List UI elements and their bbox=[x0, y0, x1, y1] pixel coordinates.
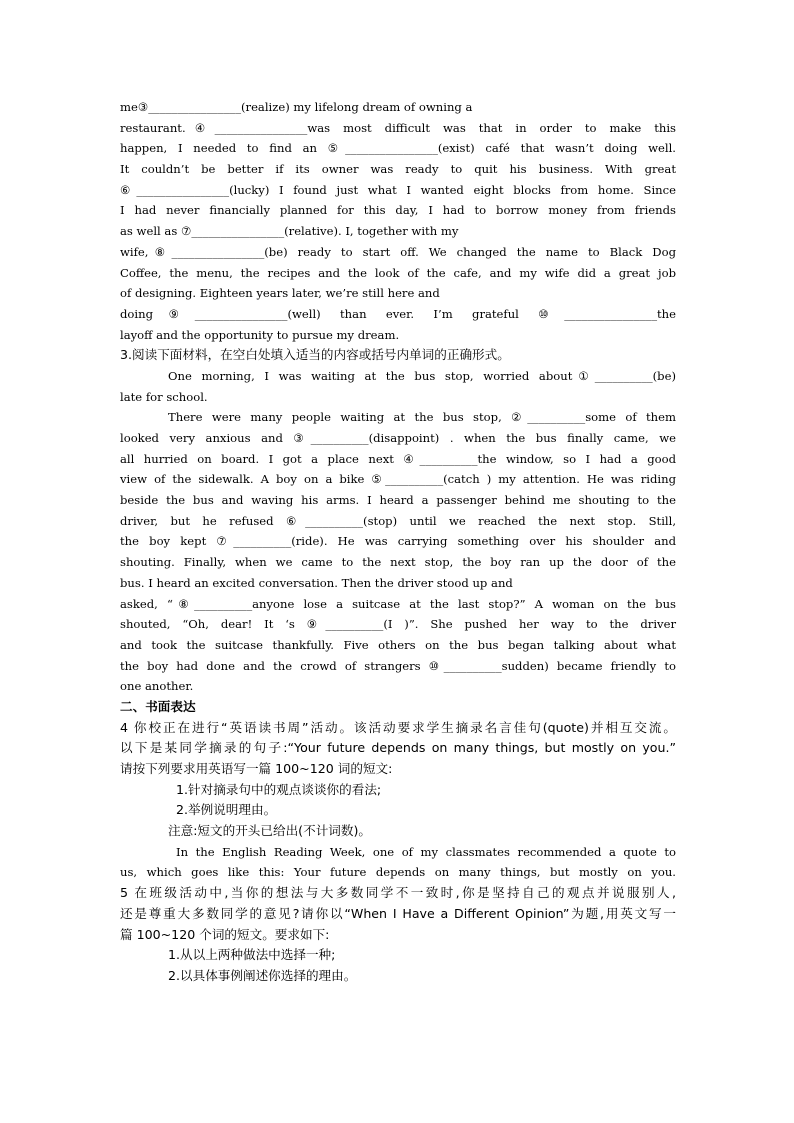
text-line: driver, but he refused ⑥__________(stop) until we reached the next stop. Still, bbox=[120, 513, 676, 528]
q4-requirement-1: 1.针对摘录句中的观点谈谈你的看法; bbox=[176, 781, 382, 797]
text-line: of designing. Eighteen years later, we’re still here and bbox=[120, 286, 440, 301]
text-line: beside the bus and waving his arms. I heard a passenger behind me shouting to the bbox=[120, 493, 676, 508]
q4-opening-line: us, which goes like this: Your future depends on many things, but mostly on you. bbox=[120, 865, 676, 880]
q4-note: 注意:短文的开头已给出(不计词数)。 bbox=[168, 823, 371, 839]
document-body bbox=[120, 97, 676, 987]
q4-opening-line: In the English Reading Week, one of my classmates recommended a quote to bbox=[176, 844, 676, 859]
text-line: bus. I heard an excited conversation. Then the driver stood up and bbox=[120, 575, 513, 590]
q3-instruction: 3.阅读下面材料，在空白处填入适当的内容或括号内单词的正确形式。 bbox=[120, 347, 510, 363]
text-line: wife,⑧________________(be) ready to start off. We changed the name to Black Dog bbox=[120, 244, 676, 259]
text-line: I had never financially planned for this day, I had to borrow money from friends bbox=[120, 203, 676, 218]
text-line: all hurried on board. I got a place next ④__________the window, so I had a good bbox=[120, 451, 676, 466]
text-line: me③________________(realize) my lifelong dream of owning a bbox=[120, 100, 473, 114]
q5-prompt-line: 篇 100~120 个词的短文。要求如下: bbox=[120, 926, 330, 942]
text-line: It couldn’t be better if its owner was ready to quit his business. With great bbox=[120, 162, 676, 177]
text-line: layoff and the opportunity to pursue my dream. bbox=[120, 327, 400, 342]
question-5 bbox=[120, 883, 676, 986]
text-line: One morning, I was waiting at the bus stop, worried about①__________(be) bbox=[168, 368, 676, 383]
text-line: ⑥________________(lucky) I found just what I wanted eight blocks from home. Since bbox=[120, 182, 676, 197]
text-line: There were many people waiting at the bus stop, ②__________some of them bbox=[168, 410, 676, 425]
text-line: looked very anxious and ③__________(disappoint) . when the bus finally came, we bbox=[120, 431, 676, 445]
passage3 bbox=[120, 366, 676, 697]
text-line: view of the sidewalk. A boy on a bike ⑤__________(catch ) my attention. He was riding bbox=[120, 472, 676, 487]
question-4 bbox=[120, 718, 676, 884]
text-line: happen, I needed to find an ⑤________________(exist) café that wasn’t doing well. bbox=[120, 141, 676, 156]
q5-requirement-2: 2.以具体事例阐述你选择的理由。 bbox=[168, 967, 357, 983]
q4-prompt-line: 请按下列要求用英语写一篇 100~120 词的短文: bbox=[120, 761, 393, 776]
q5-requirement-1: 1.从以上两种做法中选择一种; bbox=[168, 947, 336, 963]
q5-prompt-line: 5 在班级活动中,当你的想法与大多数同学不一致时,你是坚持自己的观点并说服别人, bbox=[120, 885, 676, 901]
q5-prompt-line: 还是尊重大多数同学的意见?请你以“When I Have a Different Opinion”为题,用英文写一 bbox=[120, 905, 676, 921]
text-line: restaurant.④________________was most difficult was that in order to make this bbox=[120, 120, 676, 135]
text-line: doing⑨________________(well) than ever. I’m grateful ⑩________________the bbox=[120, 306, 676, 321]
q4-requirement-2: 2.举例说明理由。 bbox=[176, 802, 277, 818]
passage2-continuation bbox=[120, 97, 676, 345]
text-line: one another. bbox=[120, 679, 194, 694]
section-heading: 二、书面表达 bbox=[120, 698, 196, 714]
text-line: late for school. bbox=[120, 389, 208, 404]
text-line: Coffee, the menu, the recipes and the look of the cafe, and my wife did a great job bbox=[120, 265, 676, 280]
text-line: the boy had done and the crowd of strangers ⑩__________sudden) became friendly to bbox=[120, 658, 676, 673]
text-line: the boy kept ⑦__________(ride). He was carrying something over his shoulder and bbox=[120, 534, 676, 549]
q4-prompt-line: 以下是某同学摘录的句子:“Your future depends on many things, but mostly on you.” bbox=[120, 740, 676, 756]
text-line: and took the suitcase thankfully. Five others on the bus began talking about what bbox=[120, 637, 676, 652]
text-line: as well as ⑦________________(relative). I, together with my bbox=[120, 224, 459, 239]
q4-prompt-line: 4 你校正在进行“英语读书周”活动。该活动要求学生摘录名言佳句(quote)并相互交流。 bbox=[120, 719, 676, 735]
text-line: shouting. Finally, when we came to the next stop, the boy ran up the door of the bbox=[120, 555, 676, 570]
text-line: asked, “⑧__________anyone lose a suitcase at the last stop?” A woman on the bus bbox=[120, 596, 676, 611]
text-line: shouted, “Oh, dear! It ‘s ⑨__________(I )”. She pushed her way to the driver bbox=[120, 617, 676, 632]
